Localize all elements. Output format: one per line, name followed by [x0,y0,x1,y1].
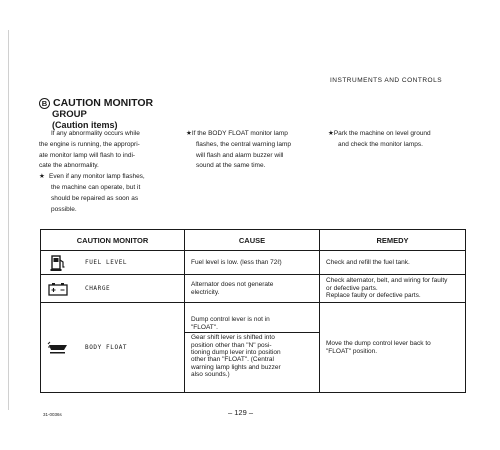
monitor-cell [41,303,185,393]
note-line: ★If the BODY FLOAT monitor lamp [186,130,288,137]
monitor-label: CHARGE [85,284,111,292]
remedy-cell: Check and refill the fuel tank. [320,251,466,275]
note-line: will flash and alarm buzzer will [196,151,284,159]
intro-column-1 [39,129,177,215]
running-header: INSTRUMENTS AND CONTROLS [330,77,443,84]
caution-monitor-table [40,229,466,393]
monitor-label: FUEL LEVEL [85,258,128,266]
section-title-text: CAUTION MONITOR [53,97,154,109]
dump-body-icon [47,340,69,356]
monitor-cell [41,275,185,303]
note-line: should be repaired as soon as [51,194,139,202]
section-subtitle: GROUP [52,109,87,120]
page-edge-rule [8,30,9,410]
table-row [41,275,466,303]
header-caution-monitor: CAUTION MONITOR [41,230,185,251]
star-bullet-icon: ★ [39,173,45,181]
note-line: possible. [51,205,77,213]
cause-cell: Alternator does not generate electricity. [185,275,320,303]
intro-line: cate the abnormality. [39,162,99,170]
section-title [39,97,153,109]
remedy-cell: Check alternator, belt, and wiring for faulty or defective parts. Replace faulty or defective parts. [320,275,466,303]
intro-line: If any abnormality occurs while [51,130,140,137]
header-cause: CAUSE [185,230,320,251]
table-row [41,251,466,275]
intro-line: ate monitor lamp will flash to indi- [39,151,136,159]
intro-column-3 [328,129,468,151]
star-bullet-icon: ★ [328,130,334,137]
section-subtitle-2: (Caution items) [52,120,118,130]
table-header-row [41,230,466,251]
document-code: 31-0036s [43,412,62,417]
intro-column-2 [186,129,326,172]
monitor-label: BODY FLOAT [85,343,128,351]
monitor-cell [41,251,185,275]
cause-cell: Dump control lever is not in "FLOAT". Gear shift lever is shifted into position other than "N" posi- tioning dump lever into position other than "FLOAT". (Central warning lamp lights and buzzer also sounds.) [185,303,320,393]
battery-icon [47,281,69,297]
header-remedy: REMEDY [320,230,466,251]
note-line: ★Park the machine on level ground [328,130,431,137]
fuel-pump-icon [47,255,69,271]
note-line: sound at the same time. [196,162,266,170]
star-bullet-icon: ★ [186,130,192,137]
table-row [41,303,466,393]
page-number: – 129 – [228,408,254,417]
note-line: the machine can operate, but it [51,183,141,191]
note-line: ★ Even if any monitor lamp flashes, [39,172,177,183]
section-marker: B [39,98,50,109]
cause-cell: Fuel level is low. (less than 72ℓ) [185,251,320,275]
note-line: flashes, the central warning lamp [196,140,292,148]
remedy-cell: Move the dump control lever back to "FLOAT" position. [320,303,466,393]
intro-line: the engine is running, the appropri- [39,140,140,148]
note-line: and check the monitor lamps. [338,140,423,148]
